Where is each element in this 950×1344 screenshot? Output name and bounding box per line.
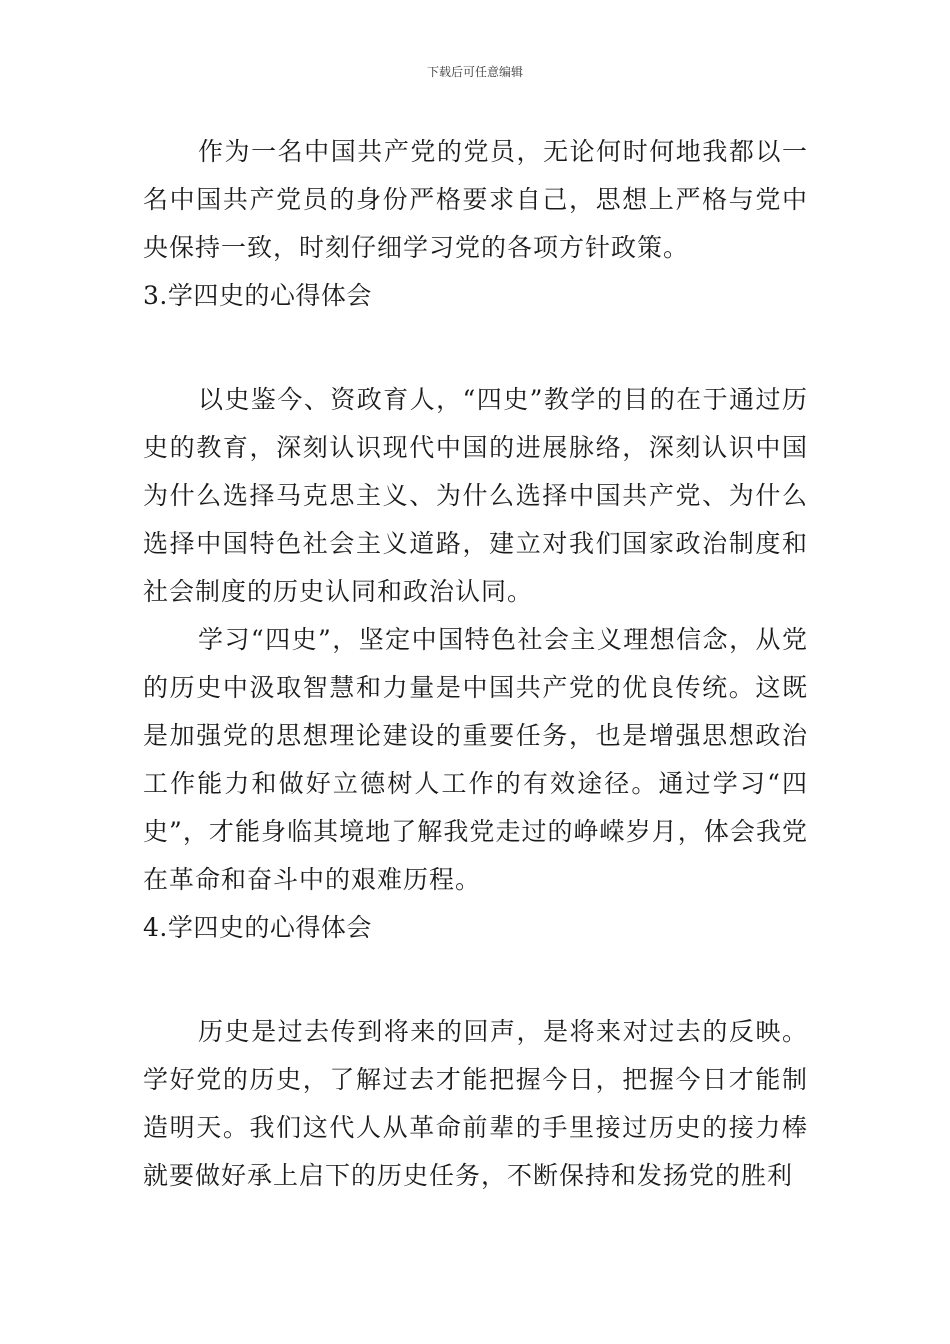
section-3-paragraph-1: 以史鉴今、资政育人，“四史”教学的目的在于通过历史的教育，深刻认识现代中国的进展脉络，深刻认识中国为什么选择马克思主义、为什么选择中国共产党、为什么选择中国特色社会主义道路，建立对我们国家政治制度和社会制度的历史认同和政治认同。: [143, 385, 808, 606]
section-3-spacer: [143, 320, 808, 376]
intro-paragraph: 作为一名中国共产党的党员，无论何时何地我都以一名中国共产党员的身份严格要求自己，思想上严格与党中央保持一致，时刻仔细学习党的各项方针政策。: [143, 137, 808, 262]
header-note: 下载后可任意编辑: [426, 65, 523, 79]
section-3-heading: 3.学四史的心得体会: [143, 281, 372, 310]
section-4-heading: 4.学四史的心得体会: [143, 913, 372, 942]
section-4-paragraph-1: 历史是过去传到将来的回声，是将来对过去的反映。学好党的历史，了解过去才能把握今日，把握今日才能制造明天。我们这代人从革命前辈的手里接过历史的接力棒就要做好承上启下的历史任务，不断保持和发扬党的胜利: [143, 1017, 808, 1190]
section-4-spacer: [143, 952, 808, 1008]
document-body: [143, 128, 808, 1200]
section-3-paragraph-2: 学习“四史”，坚定中国特色社会主义理想信念，从党的历史中汲取智慧和力量是中国共产党的优良传统。这既是加强党的思想理论建设的重要任务，也是增强思想政治工作能力和做好立德树人工作的有效途径。通过学习“四史”，才能身临其境地了解我党走过的峥嵘岁月，体会我党在革命和奋斗中的艰难历程。: [143, 625, 808, 894]
